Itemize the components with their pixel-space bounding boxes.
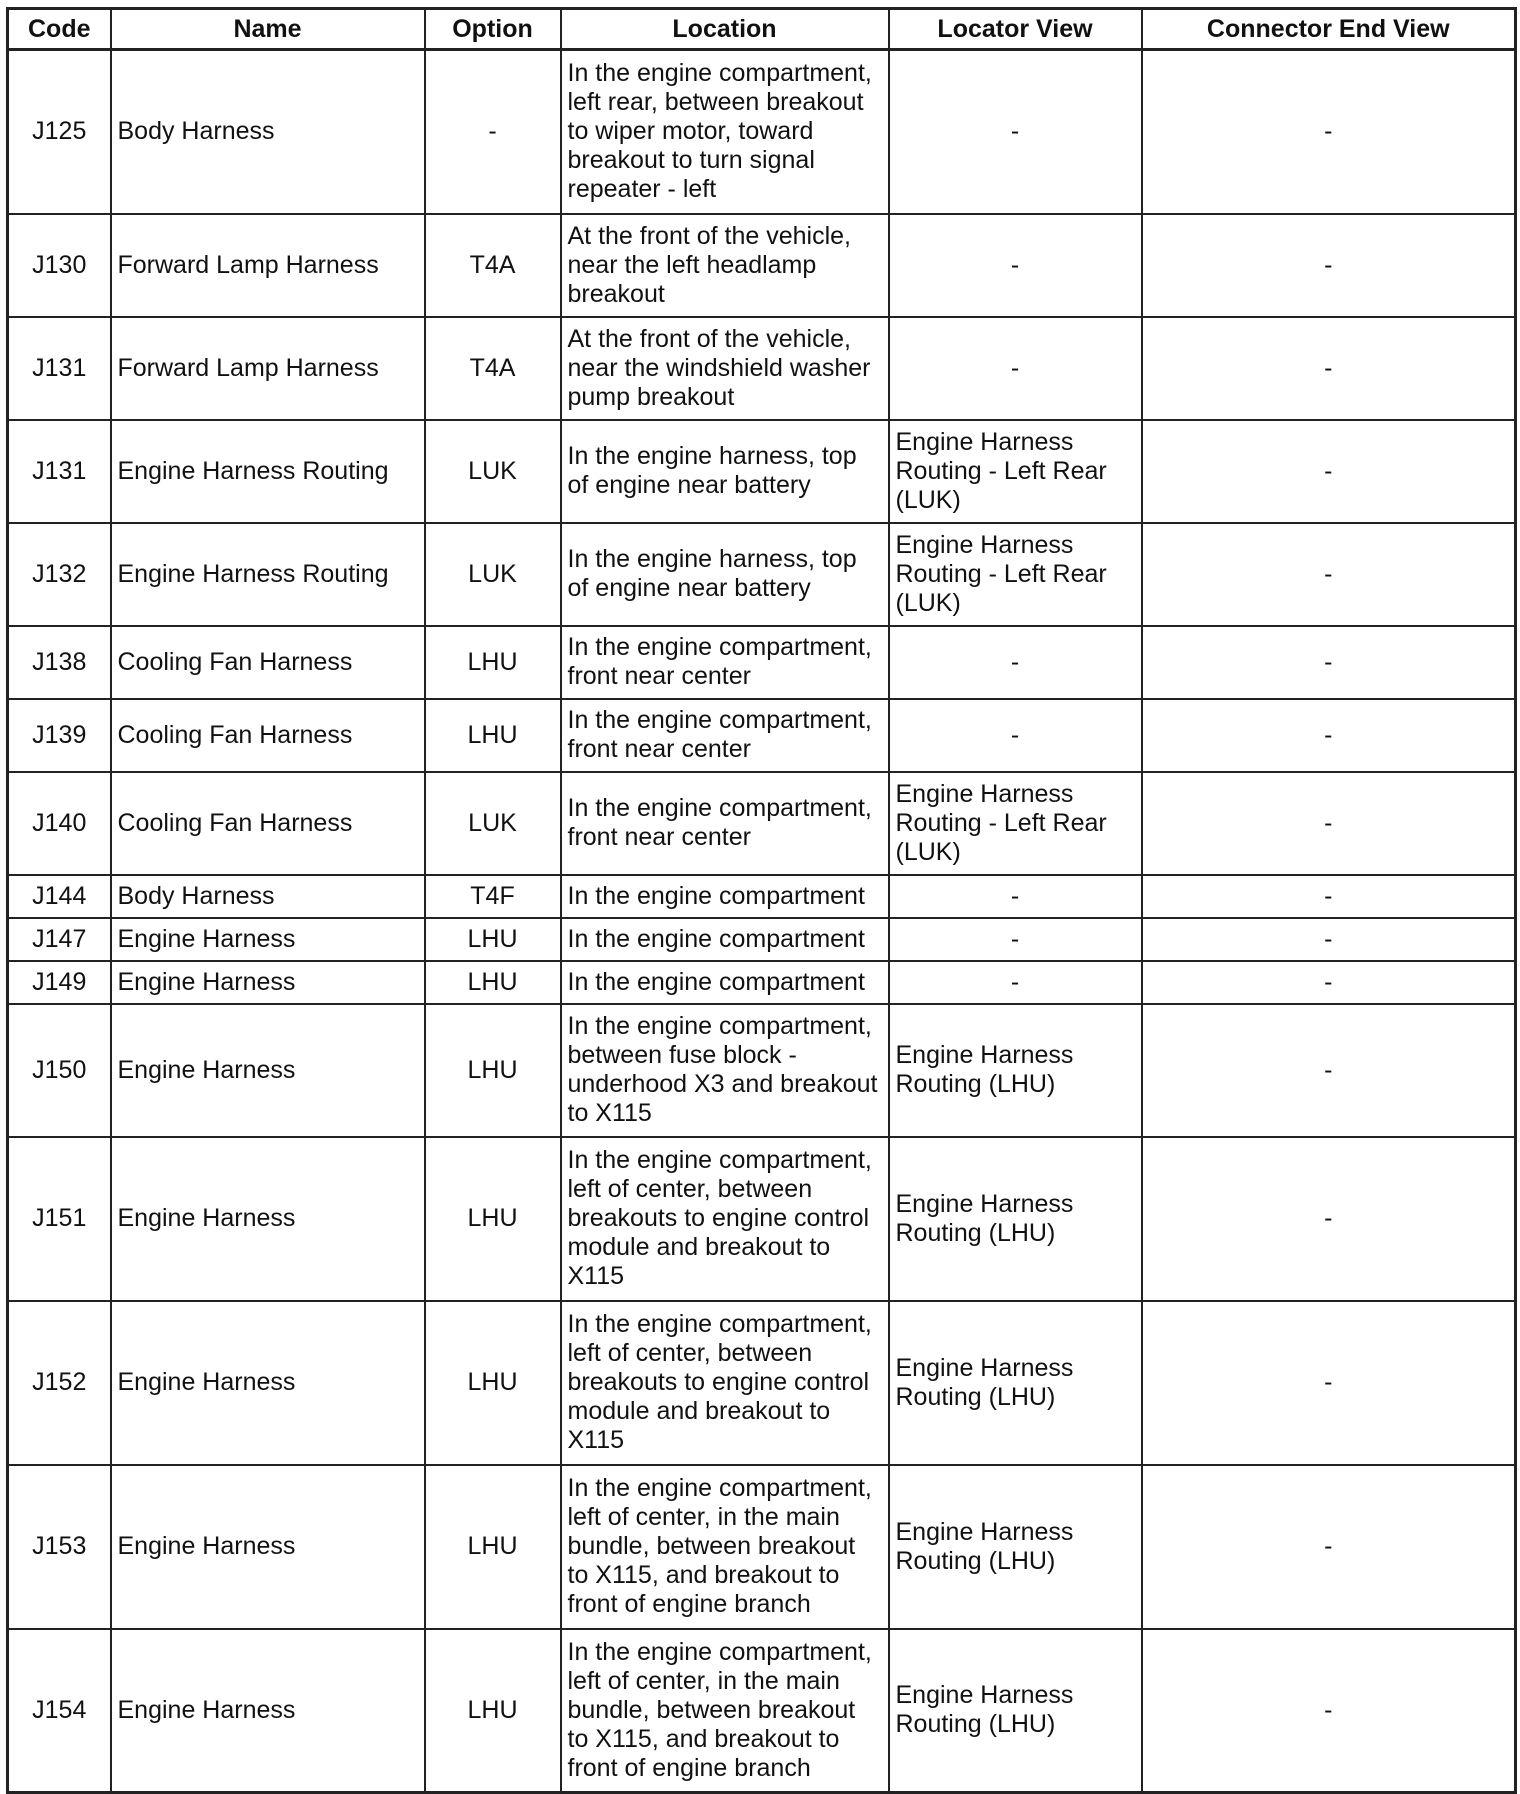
cell-locator-view: - xyxy=(889,626,1142,699)
cell-option: LHU xyxy=(425,1465,561,1629)
cell-code: J130 xyxy=(8,214,111,317)
cell-name: Engine Harness Routing xyxy=(111,420,425,523)
cell-connector-end-view: - xyxy=(1142,1301,1516,1465)
connector-table-container xyxy=(6,7,1514,1794)
cell-code: J139 xyxy=(8,699,111,772)
table-row xyxy=(8,523,1516,626)
cell-option: T4A xyxy=(425,317,561,420)
header-locator-view: Locator View xyxy=(889,9,1142,50)
cell-name: Engine Harness xyxy=(111,1301,425,1465)
cell-option: LHU xyxy=(425,1629,561,1793)
cell-locator-view: Engine Harness Routing - Left Rear (LUK) xyxy=(889,772,1142,875)
cell-option: LUK xyxy=(425,772,561,875)
cell-code: J144 xyxy=(8,875,111,918)
cell-location: In the engine compartment xyxy=(561,918,889,961)
table-row xyxy=(8,317,1516,420)
header-name: Name xyxy=(111,9,425,50)
cell-name: Body Harness xyxy=(111,875,425,918)
cell-connector-end-view: - xyxy=(1142,1629,1516,1793)
cell-connector-end-view: - xyxy=(1142,317,1516,420)
cell-name: Forward Lamp Harness xyxy=(111,214,425,317)
cell-name: Engine Harness xyxy=(111,1137,425,1301)
cell-option: T4A xyxy=(425,214,561,317)
cell-code: J125 xyxy=(8,50,111,214)
table-row xyxy=(8,961,1516,1004)
cell-code: J150 xyxy=(8,1004,111,1137)
cell-option: - xyxy=(425,50,561,214)
table-row xyxy=(8,918,1516,961)
cell-option: LHU xyxy=(425,918,561,961)
cell-option: LUK xyxy=(425,420,561,523)
cell-name: Cooling Fan Harness xyxy=(111,772,425,875)
cell-connector-end-view: - xyxy=(1142,523,1516,626)
cell-location: In the engine compartment, left of center, between breakouts to engine control module and breakout to X115 xyxy=(561,1137,889,1301)
table-row xyxy=(8,214,1516,317)
table-row xyxy=(8,420,1516,523)
cell-name: Cooling Fan Harness xyxy=(111,626,425,699)
cell-option: LHU xyxy=(425,1004,561,1137)
table-row xyxy=(8,772,1516,875)
table-row xyxy=(8,1004,1516,1137)
cell-locator-view: Engine Harness Routing (LHU) xyxy=(889,1465,1142,1629)
cell-location: In the engine harness, top of engine near battery xyxy=(561,523,889,626)
cell-code: J152 xyxy=(8,1301,111,1465)
table-header xyxy=(8,9,1516,50)
cell-option: LHU xyxy=(425,699,561,772)
header-option: Option xyxy=(425,9,561,50)
cell-locator-view: - xyxy=(889,918,1142,961)
cell-locator-view: - xyxy=(889,317,1142,420)
cell-locator-view: Engine Harness Routing (LHU) xyxy=(889,1629,1142,1793)
cell-locator-view: - xyxy=(889,699,1142,772)
cell-name: Body Harness xyxy=(111,50,425,214)
header-location: Location xyxy=(561,9,889,50)
cell-connector-end-view: - xyxy=(1142,50,1516,214)
cell-name: Engine Harness xyxy=(111,1629,425,1793)
cell-name: Engine Harness Routing xyxy=(111,523,425,626)
cell-code: J131 xyxy=(8,317,111,420)
cell-locator-view: Engine Harness Routing (LHU) xyxy=(889,1301,1142,1465)
cell-code: J153 xyxy=(8,1465,111,1629)
cell-location: In the engine compartment xyxy=(561,961,889,1004)
cell-connector-end-view: - xyxy=(1142,918,1516,961)
cell-name: Engine Harness xyxy=(111,1004,425,1137)
cell-location: In the engine compartment, left of center, in the main bundle, between breakout to X115, and breakout to front of engine branch xyxy=(561,1465,889,1629)
cell-locator-view: - xyxy=(889,214,1142,317)
cell-location: In the engine compartment xyxy=(561,875,889,918)
cell-locator-view: - xyxy=(889,961,1142,1004)
cell-code: J147 xyxy=(8,918,111,961)
cell-option: LHU xyxy=(425,1137,561,1301)
cell-name: Cooling Fan Harness xyxy=(111,699,425,772)
cell-location: At the front of the vehicle, near the left headlamp breakout xyxy=(561,214,889,317)
cell-name: Forward Lamp Harness xyxy=(111,317,425,420)
table-row xyxy=(8,626,1516,699)
cell-option: T4F xyxy=(425,875,561,918)
table-row xyxy=(8,50,1516,214)
cell-location: In the engine compartment, front near center xyxy=(561,626,889,699)
cell-locator-view: Engine Harness Routing - Left Rear (LUK) xyxy=(889,523,1142,626)
connector-table xyxy=(6,7,1517,1794)
cell-location: At the front of the vehicle, near the windshield washer pump breakout xyxy=(561,317,889,420)
cell-option: LHU xyxy=(425,1301,561,1465)
cell-code: J154 xyxy=(8,1629,111,1793)
cell-option: LUK xyxy=(425,523,561,626)
cell-code: J132 xyxy=(8,523,111,626)
cell-name: Engine Harness xyxy=(111,1465,425,1629)
cell-connector-end-view: - xyxy=(1142,1137,1516,1301)
cell-code: J151 xyxy=(8,1137,111,1301)
cell-location: In the engine compartment, left rear, between breakout to wiper motor, toward breakout to turn signal repeater - left xyxy=(561,50,889,214)
cell-name: Engine Harness xyxy=(111,918,425,961)
cell-connector-end-view: - xyxy=(1142,875,1516,918)
cell-option: LHU xyxy=(425,961,561,1004)
table-body xyxy=(8,50,1516,1793)
table-row xyxy=(8,875,1516,918)
cell-connector-end-view: - xyxy=(1142,961,1516,1004)
table-row xyxy=(8,1629,1516,1793)
cell-connector-end-view: - xyxy=(1142,420,1516,523)
cell-location: In the engine harness, top of engine near battery xyxy=(561,420,889,523)
cell-code: J138 xyxy=(8,626,111,699)
table-row xyxy=(8,1301,1516,1465)
cell-name: Engine Harness xyxy=(111,961,425,1004)
table-row xyxy=(8,1465,1516,1629)
cell-location: In the engine compartment, between fuse block - underhood X3 and breakout to X115 xyxy=(561,1004,889,1137)
cell-location: In the engine compartment, front near center xyxy=(561,699,889,772)
cell-connector-end-view: - xyxy=(1142,214,1516,317)
table-row xyxy=(8,1137,1516,1301)
cell-option: LHU xyxy=(425,626,561,699)
cell-connector-end-view: - xyxy=(1142,772,1516,875)
cell-location: In the engine compartment, left of center, in the main bundle, between breakout to X115, and breakout to front of engine branch xyxy=(561,1629,889,1793)
cell-code: J131 xyxy=(8,420,111,523)
header-code: Code xyxy=(8,9,111,50)
cell-connector-end-view: - xyxy=(1142,626,1516,699)
cell-location: In the engine compartment, front near center xyxy=(561,772,889,875)
table-row xyxy=(8,699,1516,772)
table-header-row xyxy=(8,9,1516,50)
cell-code: J149 xyxy=(8,961,111,1004)
cell-code: J140 xyxy=(8,772,111,875)
cell-locator-view: Engine Harness Routing (LHU) xyxy=(889,1137,1142,1301)
header-connector-end-view: Connector End View xyxy=(1142,9,1516,50)
cell-locator-view: Engine Harness Routing - Left Rear (LUK) xyxy=(889,420,1142,523)
cell-locator-view: Engine Harness Routing (LHU) xyxy=(889,1004,1142,1137)
cell-locator-view: - xyxy=(889,875,1142,918)
cell-locator-view: - xyxy=(889,50,1142,214)
cell-connector-end-view: - xyxy=(1142,1465,1516,1629)
cell-location: In the engine compartment, left of center, between breakouts to engine control module and breakout to X115 xyxy=(561,1301,889,1465)
cell-connector-end-view: - xyxy=(1142,1004,1516,1137)
cell-connector-end-view: - xyxy=(1142,699,1516,772)
